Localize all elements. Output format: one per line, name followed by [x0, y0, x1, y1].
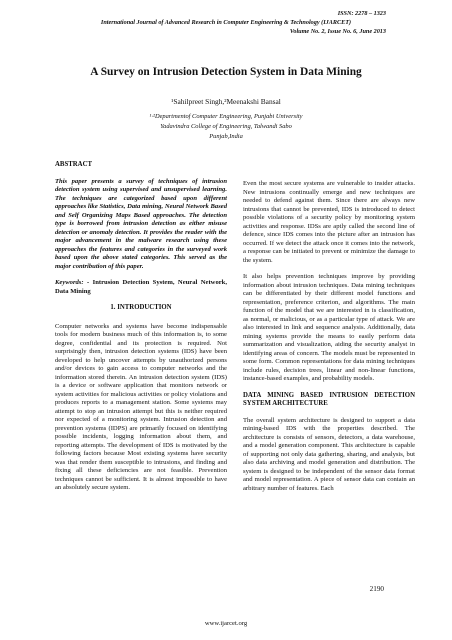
introduction-text: Computer networks and systems have become indispensable tools for modern business much of this information is, to some degree, confidential and its protection is required. Not surprisingly then, intrusion detection systems (IDS) have been developed to help uncover attempts by unauthorized persons and/or devices to gain access to computer networks and the information stored therein. An intrusion detection system (IDS) is a device or software application that monitors network or system activities for malicious activities or policy violations and produces reports to a management station. Some systems may attempt to stop an intrusion attempt but this is neither required nor expected of a monitoring system. Intrusion detection and prevention systems (IDPS) are primarily focused on identifying possible incidents, logging information about them, and reporting attempts. The development of IDS is motivated by the following factors because Most existing systems have security was that render them susceptible to intrusions, and finding and fixing all these deficiencies are not feasible. Prevention techniques cannot be sufficient. It is almost impossible to have an absolutely secure system.	[55, 322, 227, 491]
right-column	[243, 180, 415, 501]
journal-name: International Journal of Advanced Research in Computer Engineering & Technology (IJARCET)	[100, 19, 352, 26]
left-column	[55, 161, 227, 501]
keywords	[55, 279, 227, 296]
issn: ISSN: 2278 – 1323	[337, 10, 386, 17]
volume-info: Volume No. 2, Issue No. 6, June 2013	[289, 28, 386, 35]
journal-website: www.ijarcet.org	[204, 620, 248, 627]
keywords-label: Keywords: -	[55, 279, 90, 286]
paper-title: A Survey on Intrusion Detection System in Data Mining	[90, 66, 362, 78]
right-paragraph-3: The overall system architecture is designed to support a data mining-based IDS with the properties described. The architecture is consists of sensors, detectors, a data warehouse, and a model generation component. This architecture is capable of supporting not only data gathering, sharing, and analysis, but also data archiving and model generation and distribution. The system is designed to be independent of the sensor data format and model representation. A piece of sensor data can contain an arbitrary number of features. Each	[243, 416, 415, 492]
keywords-text: Intrusion Detection System, Neural Network, Data Mining	[55, 279, 227, 295]
architecture-heading: DATA MINING BASED INTRUSION DETECTION SYSTEM ARCHITECTURE	[243, 391, 415, 407]
authors: ¹Sahilpreet Singh,²Meenakshi Bansal	[171, 97, 281, 106]
abstract-heading: ABSTRACT	[55, 161, 93, 168]
page-number: 2190	[369, 585, 384, 593]
affiliation-line-2: Yadavindra College of Engineering, Talwandi Sabo	[160, 123, 292, 130]
right-paragraph-1: Even the most secure systems are vulnerable to insider attacks. New intrusions continually emerge and new techniques are needed to defend against them. Since there are always new intrusions that cannot be prevented, IDS is introduced to detect possible violations of a security policy by monitoring system activities and response. IDSs are aptly called the second line of defence, since IDS comes into the picture after an intrusion has occurred. If we detect the attack once it comes into the network, a response can be initiated to prevent or minimize the damage to the system.	[243, 180, 415, 264]
affiliation-line-3: Punjab,India	[209, 133, 243, 140]
introduction-heading: 1. INTRODUCTION	[110, 304, 172, 311]
right-paragraph-2: It also helps prevention techniques improve by providing information about intrusion techniques. Data mining techniques can be differentiated by their different model functions and representation, preference criterion, and algorithms. The main function of the model that we are interested in is classification, as normal, or malicious, or as a particular type of attack. We are also interested in link and sequence analysis. Additionally, data mining systems provide the means to easily perform data summarization and visualization, aiding the security analyst in identifying areas of concern. The models must be represented in some form. Common representations for data mining techniques include rules, decision trees, linear and non-linear functions, instance-based examples, and probability models.	[243, 273, 415, 382]
affiliation	[0, 112, 452, 142]
abstract-text: This paper presents a survey of techniques of intrusion detection system using supervised and unsupervised learning. The techniques are categorized based upon different approaches like Statistics, Data mining, Neural Network Based and Self Organizing Maps Based approaches. The detection type is borrowed from intrusion detection as either misuse detection or anomaly detection. It provides the reader with the major advancement in the malware research using these approaches the features and categories in the surveyed work based upon the above stated categories. This served as the major contribution of this paper.	[55, 177, 227, 270]
affiliation-line-1: ¹·²Departmentof Computer Engineering, Punjabi University	[149, 113, 303, 120]
